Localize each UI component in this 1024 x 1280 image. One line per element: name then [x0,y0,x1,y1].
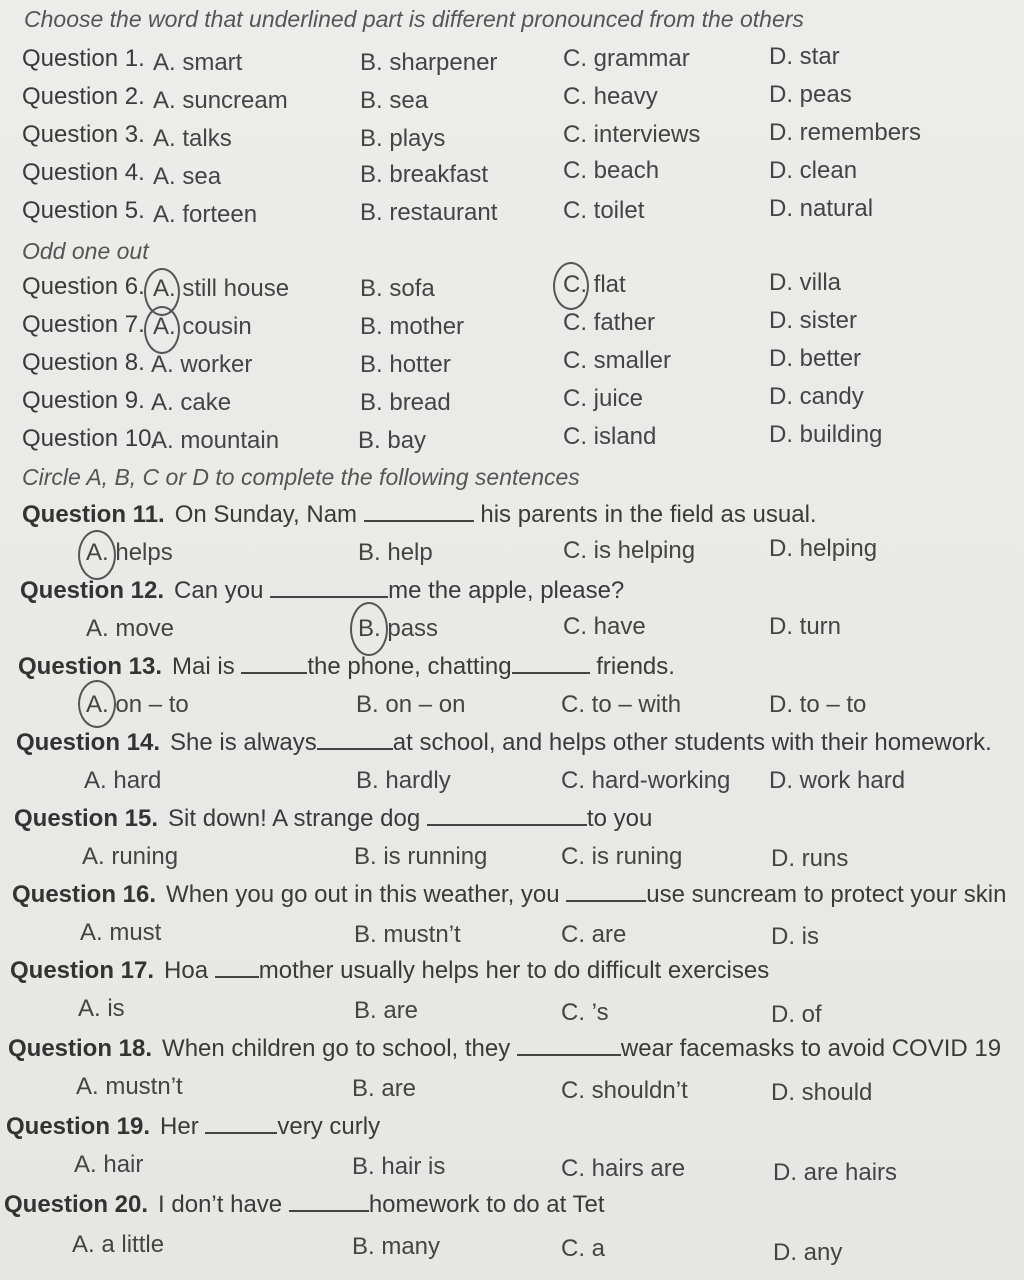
q11-text-part2: his parents in the field as usual. [480,501,817,528]
question-9-label: Question 9. [22,387,145,414]
q20-text-part1: I don’t have [158,1191,283,1218]
q18-text-part2: wear facemasks to avoid COVID 19 [620,1035,1002,1062]
q17-option-a[interactable]: A. is [78,995,125,1022]
q19-text-part2: very curly [277,1113,381,1140]
q7-option-a[interactable]: A. cousin [153,313,252,340]
question-14-label: Question 14. [16,729,161,756]
q10-option-d[interactable]: D. building [769,421,883,448]
q12-text-part1: Can you [174,577,264,604]
q9-option-b[interactable]: B. bread [360,389,451,416]
question-11-label: Question 11. [22,501,165,528]
q12-option-d[interactable]: D. turn [769,613,842,640]
q12-option-a[interactable]: A. move [86,615,175,642]
question-16 [12,880,1006,910]
q15-option-a[interactable]: A. runing [82,843,179,870]
q10-option-b[interactable]: B. bay [358,427,427,454]
question-10-label: Question 10. [22,425,159,452]
q14-option-d[interactable]: D. work hard [769,767,906,794]
question-19 [6,1112,380,1142]
q5-option-c[interactable]: C. toilet [563,197,645,224]
question-1-label: Question 1. [22,45,145,72]
q17-option-d[interactable]: D. of [771,1001,822,1028]
q19-option-a[interactable]: A. hair [74,1151,144,1178]
q3-option-c[interactable]: C. interviews [563,121,701,148]
q5-option-d[interactable]: D. natural [769,195,874,222]
q17-option-c[interactable]: C. ’s [561,999,609,1026]
q13-blank-2 [512,652,590,674]
q3-option-b[interactable]: B. plays [360,125,446,152]
q12-blank [270,576,388,598]
q16-option-d[interactable]: D. is [771,923,819,950]
q7-option-c[interactable]: C. father [563,309,656,336]
question-5-label: Question 5. [22,197,145,224]
q13-option-a[interactable]: A. on – to [86,691,189,718]
q6-option-c[interactable]: C. flat [563,271,626,298]
q14-option-b[interactable]: B. hardly [356,767,451,794]
q13-option-d[interactable]: D. to – to [769,691,867,718]
q20-option-c[interactable]: C. a [561,1235,606,1262]
q15-text-part1: Sit down! A strange dog [168,805,421,832]
q11-blank [364,500,474,522]
q20-text-part2: homework to do at Tet [368,1191,605,1218]
q13-option-b[interactable]: B. on – on [356,691,466,718]
q10-option-a[interactable]: A. mountain [151,427,280,454]
q17-blank [215,956,259,978]
q13-text-part3: friends. [596,653,675,680]
q3-option-a[interactable]: A. talks [153,125,232,152]
q18-option-c[interactable]: C. shouldn’t [561,1077,688,1104]
q9-option-a[interactable]: A. cake [151,389,232,416]
q2-option-b[interactable]: B. sea [360,87,429,114]
q15-blank [427,804,587,826]
question-15-label: Question 15. [14,805,159,832]
q20-option-b[interactable]: B. many [352,1233,441,1260]
q6-option-a[interactable]: A. still house [153,275,290,302]
q6-option-d[interactable]: D. villa [769,269,842,296]
section-heading-odd-one-out: Odd one out [22,238,149,264]
question-11 [22,500,817,530]
q14-text-part2: at school, and helps other students with their homework. [392,729,992,756]
question-12-label: Question 12. [20,577,165,604]
q18-option-b[interactable]: B. are [352,1075,417,1102]
q2-option-d[interactable]: D. peas [769,81,852,108]
q18-blank [517,1034,621,1056]
q9-option-c[interactable]: C. juice [563,385,644,412]
question-15 [14,804,652,834]
q8-option-b[interactable]: B. hotter [360,351,451,378]
q8-option-a[interactable]: A. worker [151,351,253,378]
q6-option-b[interactable]: B. sofa [360,275,435,302]
question-6-label: Question 6. [22,273,145,300]
q18-text-part1: When children go to school, they [162,1035,511,1062]
q7-option-d[interactable]: D. sister [769,307,858,334]
q1-option-b[interactable]: B. sharpener [360,49,498,76]
q17-text-part1: Hoa [164,957,209,984]
section-heading-complete-sentences: Circle A, B, C or D to complete the following sentences [22,464,580,490]
q2-option-c[interactable]: C. heavy [563,83,658,110]
q11-option-a[interactable]: A. helps [86,539,173,566]
q5-option-b[interactable]: B. restaurant [360,199,498,226]
q2-option-a[interactable]: A. suncream [153,87,288,114]
q16-option-a[interactable]: A. must [80,919,162,946]
q19-option-d[interactable]: D. are hairs [773,1159,898,1186]
q19-text-part1: Her [160,1113,199,1140]
q17-text-part2: mother usually helps her to do difficult exercises [258,957,770,984]
q19-option-c[interactable]: C. hairs are [561,1155,686,1182]
question-14 [16,728,992,758]
q1-option-a[interactable]: A. smart [153,49,243,76]
q14-text-part1: She is always [170,729,317,756]
q16-text-part2: use suncream to protect your skin [646,881,1007,908]
q16-blank [566,880,646,902]
question-20-label: Question 20. [4,1191,149,1218]
q11-text-part1: On Sunday, Nam [174,501,358,528]
q14-option-a[interactable]: A. hard [84,767,162,794]
q15-option-d[interactable]: D. runs [771,845,849,872]
question-8-label: Question 8. [22,349,145,376]
question-4-label: Question 4. [22,159,145,186]
question-18-label: Question 18. [8,1035,153,1062]
q13-text-part1: Mai is [172,653,235,680]
question-16-label: Question 16. [12,881,157,908]
q13-text-part2: the phone, chatting [307,653,512,680]
q18-option-a[interactable]: A. mustn’t [76,1073,183,1100]
q12-text-part2: me the apple, please? [388,577,625,604]
q4-option-b[interactable]: B. breakfast [360,161,489,188]
question-12 [20,576,624,606]
q14-option-c[interactable]: C. hard-working [561,767,731,794]
question-3-label: Question 3. [22,121,145,148]
question-19-label: Question 19. [6,1113,151,1140]
q12-option-c[interactable]: C. have [563,613,646,640]
q7-option-b[interactable]: B. mother [360,313,465,340]
q10-option-c[interactable]: C. island [563,423,657,450]
q13-blank-1 [241,652,307,674]
q1-option-c[interactable]: C. grammar [563,45,690,72]
q9-option-d[interactable]: D. candy [769,383,864,410]
q17-option-b[interactable]: B. are [354,997,419,1024]
question-13 [18,652,675,682]
question-18 [8,1034,1001,1064]
q19-option-b[interactable]: B. hair is [352,1153,446,1180]
q20-blank [289,1190,369,1212]
question-7-label: Question 7. [22,311,145,338]
q16-text-part1: When you go out in this weather, you [166,881,560,908]
q14-blank [317,728,393,750]
q16-option-c[interactable]: C. are [561,921,627,948]
q5-option-a[interactable]: A. forteen [153,201,258,228]
q3-option-d[interactable]: D. remembers [769,119,922,146]
question-2-label: Question 2. [22,83,145,110]
q11-option-d[interactable]: D. helping [769,535,878,562]
q8-option-c[interactable]: C. smaller [563,347,672,374]
question-13-label: Question 13. [18,653,163,680]
q18-option-d[interactable]: D. should [771,1079,873,1106]
section-heading-pronunciation: Choose the word that underlined part is different pronounced from the others [24,6,804,32]
question-20 [4,1190,605,1220]
q4-option-a[interactable]: A. sea [153,163,222,190]
q11-option-c[interactable]: C. is helping [563,537,696,564]
q15-text-part2: to you [586,805,653,832]
q20-option-d[interactable]: D. any [773,1239,843,1266]
q16-option-b[interactable]: B. mustn’t [354,921,461,948]
q12-option-b[interactable]: B. pass [358,615,439,642]
q8-option-d[interactable]: D. better [769,345,862,372]
q20-option-a[interactable]: A. a little [72,1231,165,1258]
q11-option-b[interactable]: B. help [358,539,433,566]
question-17-label: Question 17. [10,957,155,984]
q19-blank [205,1112,277,1134]
q15-option-b[interactable]: B. is running [354,843,488,870]
q4-option-c[interactable]: C. beach [563,157,660,184]
q1-option-d[interactable]: D. star [769,43,840,70]
q4-option-d[interactable]: D. clean [769,157,858,184]
question-17 [10,956,769,986]
q13-option-c[interactable]: C. to – with [561,691,682,718]
q15-option-c[interactable]: C. is runing [561,843,683,870]
